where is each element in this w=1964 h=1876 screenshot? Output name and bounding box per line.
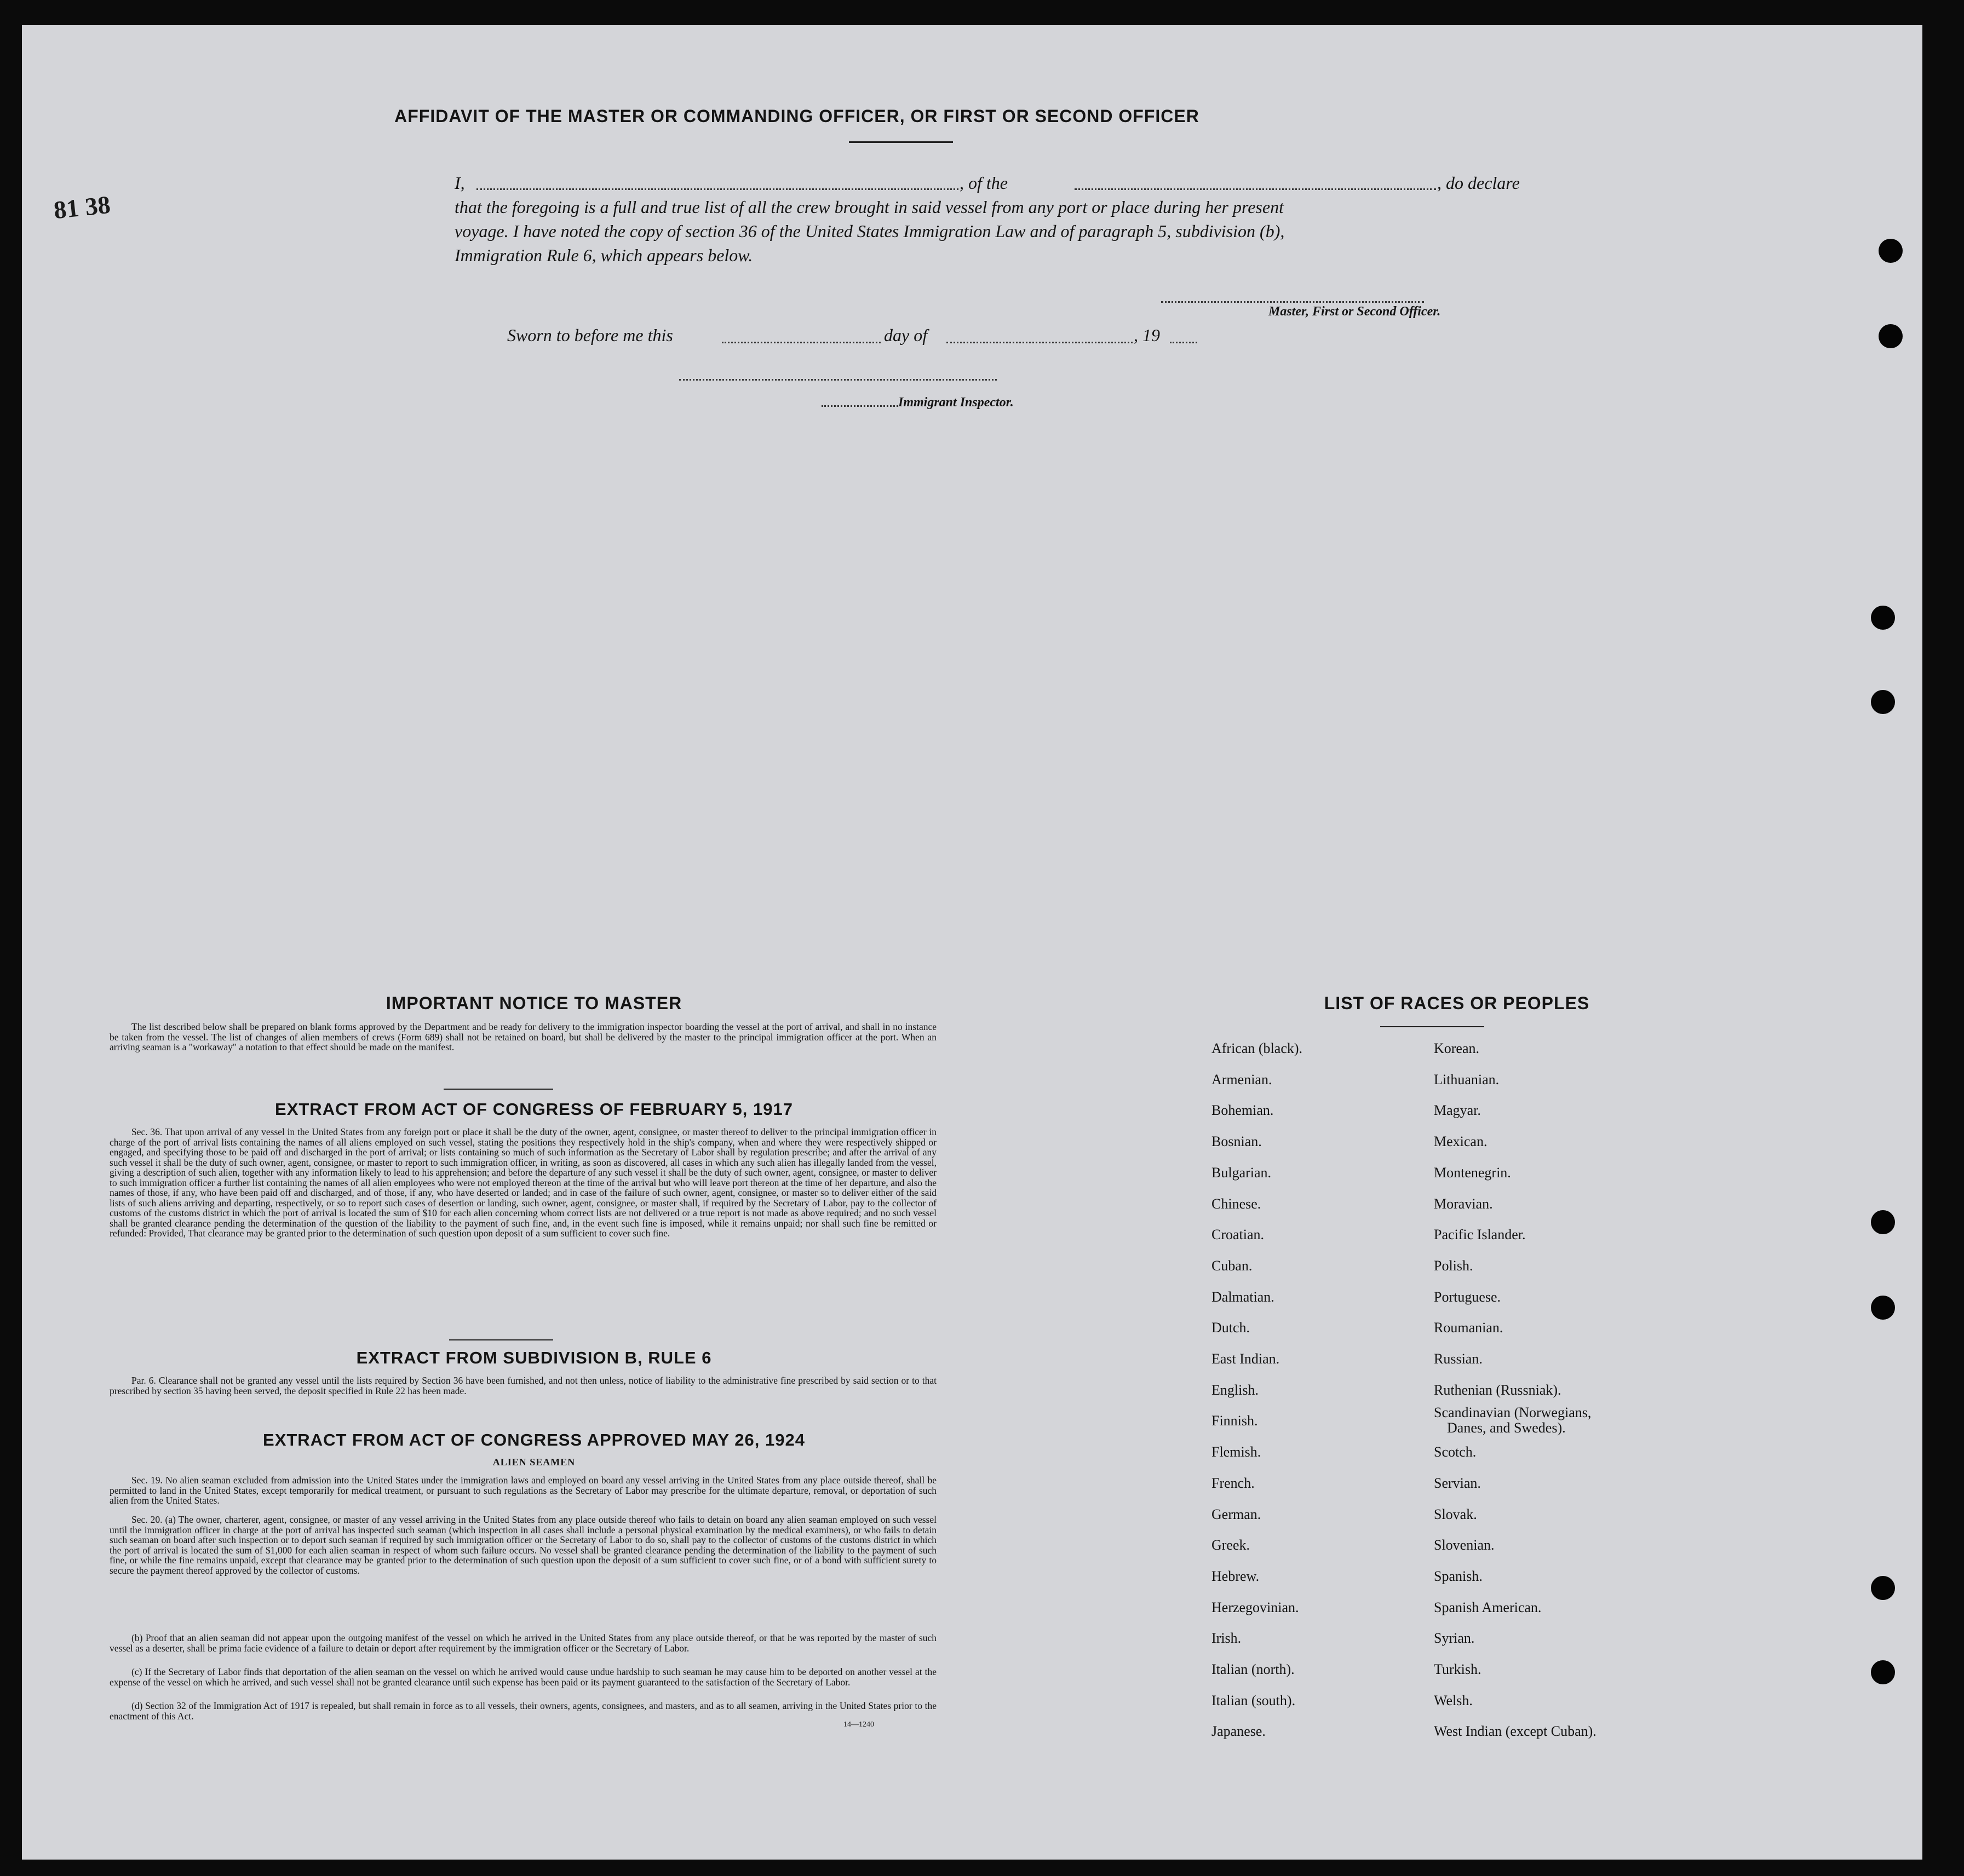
inspector-lead-dots: [822, 405, 898, 407]
extract-1924-title: EXTRACT FROM ACT OF CONGRESS APPROVED MAY 26, 1924: [263, 1430, 805, 1449]
race-item: Hebrew.: [1211, 1568, 1260, 1584]
race-item: Irish.: [1211, 1630, 1242, 1647]
affidavit-of-the: , of the: [960, 173, 1008, 193]
race-item: Armenian.: [1211, 1071, 1272, 1087]
inspector-caption: Immigrant Inspector.: [898, 395, 1014, 410]
sworn-day-of: day of: [884, 325, 928, 345]
race-item: German.: [1211, 1506, 1261, 1522]
affidavit-line-3: voyage. I have noted the copy of section 36 of the United States Immigration Law and of paragraph 5, subdivision (b),: [455, 221, 1285, 241]
race-item: Italian (north).: [1211, 1661, 1295, 1677]
affidavit-i: I,: [455, 173, 465, 193]
races-title: LIST OF RACES OR PEOPLES: [1324, 993, 1590, 1013]
race-item: Syrian.: [1434, 1630, 1475, 1647]
divider-2: [449, 1339, 553, 1340]
binder-hole: [1871, 1576, 1895, 1600]
race-item: Herzegovinian.: [1211, 1599, 1299, 1615]
race-item: Roumanian.: [1434, 1320, 1503, 1336]
extract-1924-sec20a: Sec. 20. (a) The owner, charterer, agent, consignee, or master of any vessel arriving in the United States from any place outside thereof who fails to detain on board any alien seaman employed on such vessel until the immigration officer in charge at the port of arrival has inspected such seaman (which inspection in all cases shall include a personal physical examination by the medical examiners), or who fails to detain such seaman on board after such inspection or to deport such seaman if required by such immigration officer or the Secretary of Labor to do so, shall pay to the collector of customs of the customs district in which the port of arrival is located the sum of $1,000 for each alien seaman in respect of whom such failure occurs. No vessel shall be granted clearance pending the determination of the liability to the payment of such fine, or while the fine remains unpaid, except that clearance may be granted prior to the determination of such question upon the deposit of a sum sufficient to cover such fine, or of a bond with sufficient surety to secure the payment thereof approved by the collector of customs.: [110, 1514, 937, 1576]
document-page: [22, 25, 1922, 1860]
race-item: Pacific Islander.: [1434, 1227, 1526, 1243]
binder-hole: [1871, 690, 1895, 714]
subdivision-b-text: Par. 6. Clearance shall not be granted any vessel until the lists required by Section 36 have been furnished, and not then unless, notice of liability to the administrative fine prescribed by said section or to that prescribed by section 35 having been served, the deposit specified in Rule 22 has been made.: [110, 1375, 937, 1396]
sworn-prefix: Sworn to before me this: [507, 325, 673, 345]
title-underline: [849, 141, 953, 143]
race-item: Japanese.: [1211, 1723, 1266, 1740]
race-item: Greek.: [1211, 1537, 1250, 1553]
sworn-year: , 19: [1134, 325, 1160, 345]
race-item: Scandinavian (Norwegians,: [1434, 1404, 1592, 1420]
race-item: English.: [1211, 1382, 1259, 1398]
race-item: French.: [1211, 1475, 1255, 1491]
sworn-year-blank: [1170, 342, 1197, 343]
race-item: Finnish.: [1211, 1413, 1258, 1429]
affidavit-line-4: Immigration Rule 6, which appears below.: [455, 245, 753, 265]
race-item: Ruthenian (Russniak).: [1434, 1382, 1561, 1398]
binder-hole: [1871, 1296, 1895, 1320]
race-item: African (black).: [1211, 1040, 1303, 1056]
race-item: Danes, and Swedes).: [1447, 1419, 1566, 1436]
race-item: Welsh.: [1434, 1692, 1473, 1708]
race-item: Polish.: [1434, 1257, 1473, 1274]
race-item: Russian.: [1434, 1351, 1483, 1367]
name-blank: [476, 188, 958, 190]
extract-1917-text: Sec. 36. That upon arrival of any vessel in the United States from any foreign port or place it shall be the duty of the owner, agent, consignee, or master thereof to deliver to the principal immigration officer in charge of the port of arrival lists containing the names of all aliens employed on such vessel, stating the positions they respectively hold in the ship's company, when and where they were respectively shipped or engaged, and specifying those to be paid off and discharged in the port of arrival; or lists containing so much of such information as the Secretary of Labor shall by regulation prescribe; and after the arrival of any such vessel it shall be the duty of such owner, agent, consignee, or master to report to such immigration officer, in writing, as soon as discovered, all cases in which any such alien has illegally landed from the vessel, giving a description of such alien, together with any information likely to lead to his apprehension; and before the departure of any such vessel it shall be the duty of such owner, agent, consignee, or master to deliver to such immigration officer a further list containing the names of all alien employees who were not employed thereon at the time of the arrival but who will leave port thereon at the time of her departure, and also the names of those, if any, who have been paid off and discharged, and of those, if any, who have deserted or landed; and in case of the failure of such owner, agent, consignee, or master so to deliver either of the said lists of such aliens arriving and departing, respectively, or so to report such cases of desertion or landing, such owner, agent, consignee, or master shall, if required by the Secretary of Labor, pay to the collector of customs of the customs district in which the port of arrival is located the sum of $10 for each alien concerning whom correct lists are not delivered or a true report is not made as above required; and no such vessel shall be granted clearance pending the determination of the question of the liability to the payment of such fine, and, in the event such fine is imposed, while it remains unpaid; nor shall such fine be remitted or refunded: Provided, That clearance may be granted prior to the determination of such question upon deposit of a sum sufficient to cover such fine.: [110, 1126, 937, 1239]
race-item: West Indian (except Cuban).: [1434, 1723, 1597, 1740]
race-item: Servian.: [1434, 1475, 1481, 1491]
notice-title: IMPORTANT NOTICE TO MASTER: [386, 993, 682, 1013]
divider-1: [444, 1089, 553, 1090]
notice-text: The list described below shall be prepared on blank forms approved by the Department and be ready for delivery to the immigration inspector boarding the vessel at the port of arrival, and shall in no instance be taken from the vessel. The list of changes of alien members of crews (Form 689) shall not be retained on board, but shall be delivered by the master to the principal immigration officer at the port. When an arriving seaman is a "workaway" a notation to that effect should be made on the manifest.: [110, 1021, 937, 1052]
race-item: Turkish.: [1434, 1661, 1481, 1677]
extract-1924-subtitle: ALIEN SEAMEN: [492, 1457, 576, 1468]
binder-hole: [1871, 1210, 1895, 1234]
master-caption: Master, First or Second Officer.: [1268, 304, 1441, 319]
race-item: Slovak.: [1434, 1506, 1477, 1522]
race-item: Magyar.: [1434, 1102, 1481, 1119]
race-item: Chinese.: [1211, 1195, 1261, 1212]
extract-1917-title: EXTRACT FROM ACT OF CONGRESS OF FEBRUARY 5, 1917: [275, 1100, 793, 1119]
race-item: Italian (south).: [1211, 1692, 1296, 1708]
form-number: 14—1240: [843, 1720, 874, 1729]
sworn-day-blank: [722, 342, 881, 343]
race-item: Bulgarian.: [1211, 1164, 1272, 1181]
race-item: Bosnian.: [1211, 1133, 1262, 1150]
extract-1924-sec20b: (b) Proof that an alien seaman did not appear upon the outgoing manifest of the vessel on which he arrived in the United States from any place outside thereof, or that he was reported by the master of such vessel as a deserter, shall be prima facie evidence of a failure to detain or deport after requirement by the immigration officer or the Secretary of Labor.: [110, 1632, 937, 1654]
extract-1924-sec20d: (d) Section 32 of the Immigration Act of 1917 is repealed, but shall remain in force as to all vessels, their owners, agents, consignees, and masters, and as to all seamen, arriving in the United States prior to the enactment of this Act.: [110, 1700, 937, 1722]
binder-hole: [1871, 606, 1895, 630]
race-item: Bohemian.: [1211, 1102, 1274, 1119]
race-item: Portuguese.: [1434, 1288, 1501, 1305]
race-item: Croatian.: [1211, 1227, 1265, 1243]
race-item: Mexican.: [1434, 1133, 1488, 1150]
race-item: Cuban.: [1211, 1257, 1253, 1274]
vessel-blank: [1075, 188, 1436, 190]
race-item: Moravian.: [1434, 1195, 1493, 1212]
affidavit-title: AFFIDAVIT OF THE MASTER OR COMMANDING OFFICER, OR FIRST OR SECOND OFFICER: [394, 106, 1199, 126]
race-item: Dalmatian.: [1211, 1288, 1274, 1305]
binder-hole: [1879, 324, 1903, 348]
affidavit-line-2: that the foregoing is a full and true list of all the crew brought in said vessel from any port or place during her present: [455, 197, 1284, 217]
race-item: Scotch.: [1434, 1444, 1477, 1460]
race-item: Spanish American.: [1434, 1599, 1542, 1615]
subdivision-b-title: EXTRACT FROM SUBDIVISION B, RULE 6: [356, 1348, 712, 1367]
affidavit-declare: , do declare: [1437, 173, 1520, 193]
race-item: Spanish.: [1434, 1568, 1483, 1584]
extract-1924-sec19: Sec. 19. No alien seaman excluded from admission into the United States under the immigration laws and employed on board any vessel arriving in the United States from any place outside thereof, shall be permitted to land in the United States, except temporarily for medical treatment, or pursuant to such regulations as the Secretary of Labor may prescribe for the ultimate departure, removal, or deportation of such alien from the United States.: [110, 1475, 937, 1506]
master-signature-line: [1161, 301, 1424, 303]
race-item: Dutch.: [1211, 1320, 1250, 1336]
race-item: Montenegrin.: [1434, 1164, 1511, 1181]
races-underline: [1380, 1026, 1484, 1027]
inspector-signature-line: [679, 379, 997, 381]
binder-hole: [1871, 1660, 1895, 1684]
extract-1924-sec20c: (c) If the Secretary of Labor finds that deportation of the alien seaman on the vessel on which he arrived would cause undue hardship to such seaman he may cause him to be deported on another vessel at the expense of the vessel on which he arrived, and such vessel shall not be granted clearance until such expense has been paid or its payment guaranteed to the satisfaction of the Secretary of Labor.: [110, 1666, 937, 1688]
race-item: East Indian.: [1211, 1351, 1280, 1367]
race-item: Slovenian.: [1434, 1537, 1495, 1553]
margin-handwritten-note: 81 38: [52, 190, 112, 225]
binder-hole: [1879, 239, 1903, 263]
race-item: Lithuanian.: [1434, 1071, 1500, 1087]
race-item: Flemish.: [1211, 1444, 1261, 1460]
race-item: Korean.: [1434, 1040, 1480, 1056]
sworn-month-blank: [946, 342, 1133, 343]
